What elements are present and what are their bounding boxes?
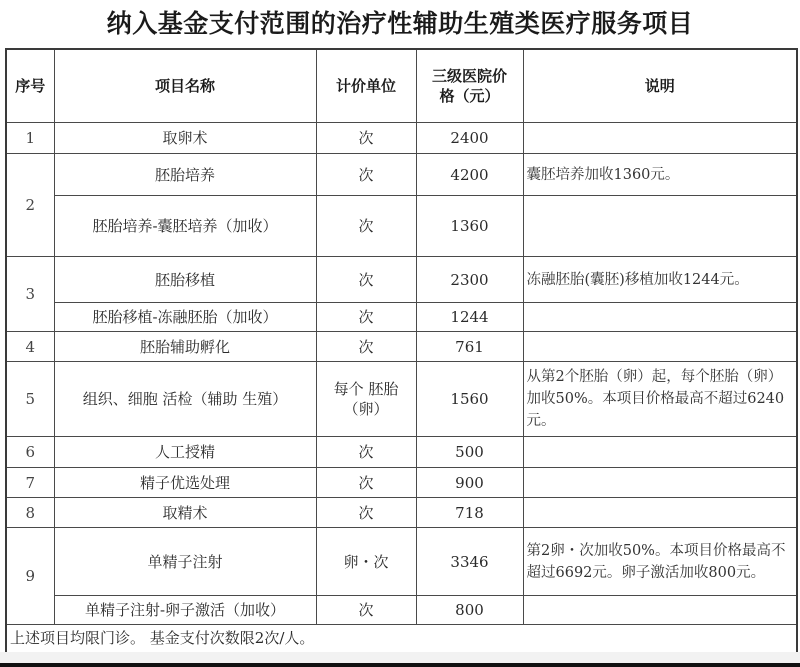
row-seq: 2 (6, 154, 54, 257)
header-price-label: 三级医院价格（元） (431, 67, 507, 105)
row-seq: 3 (6, 257, 54, 332)
row-note: 囊胚培养加收1360元。 (523, 154, 797, 196)
row-price: 2400 (416, 123, 523, 154)
row-unit: 次 (316, 596, 416, 625)
row-name: 胚胎移植-冻融胚胎（加收） (54, 303, 316, 332)
bottom-divider (0, 663, 800, 667)
row-name: 取精术 (54, 498, 316, 528)
row-unit: 次 (316, 257, 416, 303)
row-seq: 5 (6, 362, 54, 437)
row-note: 冻融胚胎(囊胚)移植加收1244元。 (523, 257, 797, 303)
row-price: 500 (416, 437, 523, 468)
row-unit: 次 (316, 498, 416, 528)
table-header-row (6, 49, 797, 123)
table-row (6, 257, 797, 303)
row-unit: 次 (316, 123, 416, 154)
row-seq: 7 (6, 468, 54, 498)
row-price: 2300 (416, 257, 523, 303)
service-items-table (5, 48, 798, 654)
header-price (416, 49, 523, 123)
row-seq: 8 (6, 498, 54, 528)
table-subrow (6, 303, 797, 332)
row-name: 胚胎移植 (54, 257, 316, 303)
table-row (6, 332, 797, 362)
row-note (523, 468, 797, 498)
row-price: 1560 (416, 362, 523, 437)
row-name: 组织、细胞 活检（辅助 生殖） (54, 362, 316, 437)
document-title: 纳入基金支付范围的治疗性辅助生殖类医疗服务项目 (106, 9, 694, 38)
table-row (6, 154, 797, 196)
row-name: 人工授精 (54, 437, 316, 468)
row-price: 900 (416, 468, 523, 498)
row-name: 胚胎培养 (54, 154, 316, 196)
row-unit: 次 (316, 332, 416, 362)
table-subrow (6, 596, 797, 625)
row-note: 从第2个胚胎（卵）起，每个胚胎（卵）加收50%。本项目价格最高不超过6240元。 (523, 362, 797, 437)
row-name: 单精子注射 (54, 528, 316, 596)
table-footer-row (6, 625, 797, 653)
table-row (6, 528, 797, 596)
table-row (6, 468, 797, 498)
row-note (523, 596, 797, 625)
row-price: 1244 (416, 303, 523, 332)
row-price: 761 (416, 332, 523, 362)
row-unit: 次 (316, 196, 416, 257)
row-price: 4200 (416, 154, 523, 196)
row-note (523, 196, 797, 257)
row-unit: 次 (316, 468, 416, 498)
row-name: 胚胎培养-囊胚培养（加收） (54, 196, 316, 257)
row-seq: 1 (6, 123, 54, 154)
row-note (523, 123, 797, 154)
row-unit: 次 (316, 154, 416, 196)
row-seq: 6 (6, 437, 54, 468)
row-price: 1360 (416, 196, 523, 257)
row-note (523, 498, 797, 528)
row-price: 718 (416, 498, 523, 528)
row-price: 800 (416, 596, 523, 625)
table-row (6, 437, 797, 468)
table-row (6, 362, 797, 437)
row-unit: 每个 胚胎（卵） (316, 362, 416, 437)
row-name: 胚胎辅助孵化 (54, 332, 316, 362)
row-price: 3346 (416, 528, 523, 596)
row-name: 精子优选处理 (54, 468, 316, 498)
table-subrow (6, 196, 797, 257)
table-row (6, 498, 797, 528)
header-unit: 计价单位 (316, 49, 416, 123)
header-note: 说明 (523, 49, 797, 123)
row-seq: 9 (6, 528, 54, 625)
row-note (523, 437, 797, 468)
row-seq: 4 (6, 332, 54, 362)
bottom-band (0, 652, 800, 663)
row-note (523, 303, 797, 332)
table-footer-note: 上述项目均限门诊。 基金支付次数限2次/人。 (6, 625, 797, 653)
row-unit: 次 (316, 303, 416, 332)
row-name: 取卵术 (54, 123, 316, 154)
row-note: 第2卵・次加收50%。本项目价格最高不超过6692元。卵子激活加收800元。 (523, 528, 797, 596)
row-unit: 卵・次 (316, 528, 416, 596)
header-seq: 序号 (6, 49, 54, 123)
header-name: 项目名称 (54, 49, 316, 123)
table-row (6, 123, 797, 154)
row-unit: 次 (316, 437, 416, 468)
row-note (523, 332, 797, 362)
row-name: 单精子注射-卵子激活（加收） (54, 596, 316, 625)
